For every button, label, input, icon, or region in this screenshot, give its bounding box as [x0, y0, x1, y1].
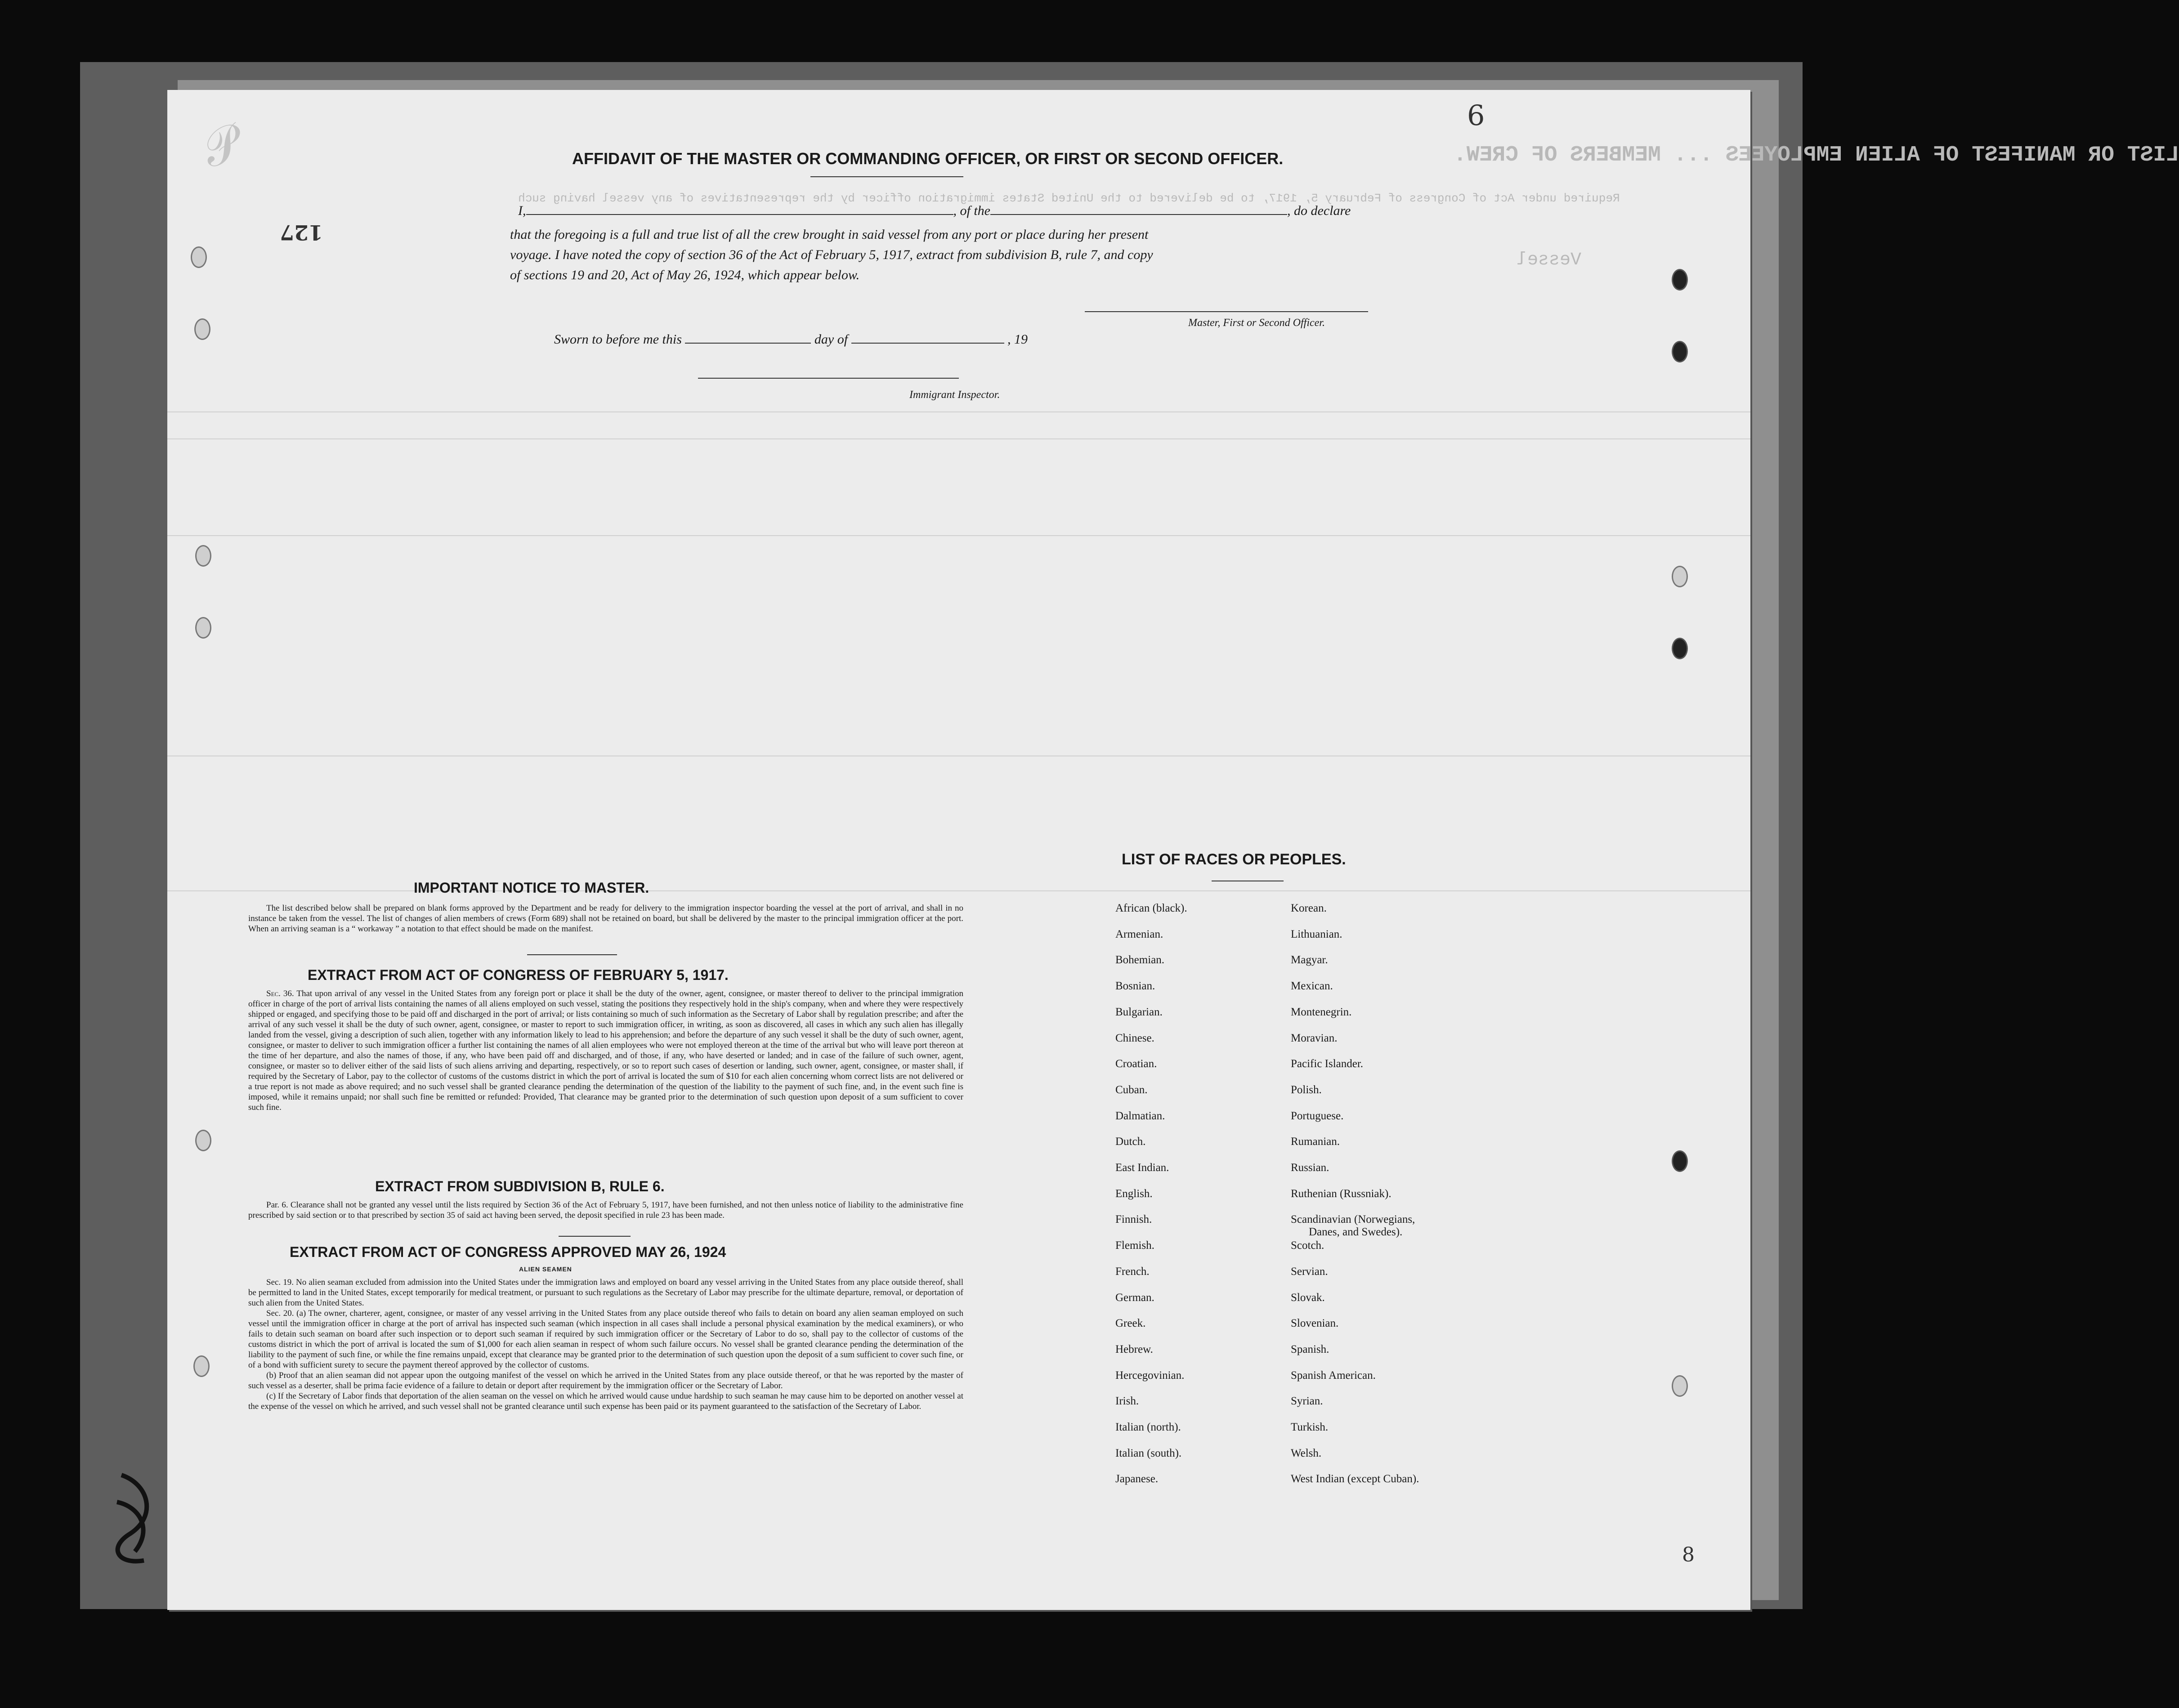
race-item: Montenegrin. [1291, 1006, 1352, 1018]
ghost-vessel-label: Vessel [1517, 250, 1582, 270]
extract-1924-subtitle: ALIEN SEAMEN [519, 1265, 572, 1273]
punch-hole [1672, 638, 1688, 659]
race-item: Scotch. [1291, 1239, 1324, 1252]
punch-hole [193, 1355, 210, 1377]
section-19: Sec. 19. No alien seaman excluded from admission into the United States under the immigration laws and employed on board any vessel arriving in the United States from any place outside thereof, shall be permitted to land in the United States, except temporarily for medical treatment, or pursuant to such regulations as the Secretary of Labor may prescribe for the ultimate departure, removal, or deportation of such alien from the United States. [248, 1278, 963, 1308]
master-signature-caption: Master, First or Second Officer. [1188, 317, 1325, 329]
punch-hole [1672, 1375, 1688, 1397]
sworn-day-field[interactable] [685, 332, 811, 344]
day-of-label: day of [814, 332, 848, 347]
section-20a: Sec. 20. (a) The owner, charterer, agent, consignee, or master of any vessel arriving in the United States from any place outside thereof who fails to detain on board any alien seaman employed on such vessel until the immigration officer in charge at the port of arrival has inspected such seaman (which inspection in all cases shall include a personal physical examination by the medical examiners), or who fails to detain such seaman on board after such inspection or to deport such seaman if required by such immigration officer or the Secretary of Labor to do so, shall pay to the collector of customs of the customs district in which the port of arrival is located the sum of $1,000 for each alien seaman in respect of whom such failure occurs. No vessel shall be granted clearance pending the determination of the liability to the payment of such fine, or while the fine remains unpaid, except that clearance may be granted prior to the determination of such question upon the deposit of a sum sufficient to cover such fine, or of a bond with sufficient surety to secure the payment thereof approved by the collector of customs. [248, 1309, 963, 1370]
race-item: Spanish. [1291, 1343, 1329, 1355]
race-item: Dalmatian. [1115, 1109, 1165, 1122]
race-item: Ruthenian (Russniak). [1291, 1187, 1392, 1200]
race-item: African (black). [1115, 902, 1187, 914]
ghost-rule [167, 890, 1750, 891]
affidavit-form-page [167, 90, 2179, 1610]
declaration-text-2: voyage. I have noted the copy of section 36 of the Act of February 5, 1917, extract from subdivision B, rule 7, and copy [510, 247, 1153, 262]
binding-string [103, 1466, 171, 1569]
declaration-text-3: of sections 19 and 20, Act of May 26, 1924, which appear below. [510, 268, 860, 282]
extract-1917-section: Sec. 36. [266, 989, 294, 998]
race-item: Slovenian. [1291, 1317, 1339, 1330]
inspector-signature-line[interactable] [698, 378, 959, 379]
section-rule [527, 954, 617, 955]
ghost-manifest-subtitle: Required under Act of Congress of February 5, 1917, to be delivered to the United States immigration officer by the representatives of any vessel having such [518, 192, 1620, 205]
punch-hole [1672, 566, 1688, 587]
extract-1924-title: EXTRACT FROM ACT OF CONGRESS APPROVED MAY 26, 1924 [290, 1244, 726, 1260]
race-item: West Indian (except Cuban). [1291, 1473, 1419, 1485]
punch-hole [195, 545, 211, 567]
vessel-name-field[interactable] [990, 203, 1287, 215]
punch-hole [1672, 269, 1688, 291]
race-item: Portuguese. [1291, 1109, 1344, 1122]
race-item: Chinese. [1115, 1032, 1154, 1044]
of-the-label: , of the [953, 203, 990, 218]
race-item: Italian (north). [1115, 1421, 1181, 1433]
race-item: Hercegovinian. [1115, 1369, 1185, 1382]
race-item: Korean. [1291, 902, 1327, 914]
punch-hole [1672, 1150, 1688, 1172]
section-20b: (b) Proof that an alien seaman did not appear upon the outgoing manifest of the vessel on which he arrived in the United States from any place outside thereof, or that he was reported by the master of such vessel as a deserter, shall be prima facie evidence of a failure to detain or deport after requirement by the immigration officer or the Secretary of Labor. [248, 1371, 963, 1391]
race-item: French. [1115, 1265, 1150, 1278]
race-item: Magyar. [1291, 954, 1328, 966]
master-signature-line[interactable] [1085, 311, 1368, 312]
race-item: Armenian. [1115, 928, 1163, 940]
extract-1917-text: That upon arrival of any vessel in the United States from any foreign port or place it shall be the duty of the owner, agent, consignee, or master thereof to deliver to the principal immigration officer in charge of the port of arrival lists containing the names of all aliens employed on such vessel, stating the positions they respectively hold in the ship's company, when and where they were respectively shipped or engaged, and specifying those to be paid off and discharged in the port of arrival; or lists containing so much of such information as the Secretary of Labor shall by regulation prescribe; and after the arrival of any such vessel it shall be the duty of such owner, agent, consignee, or master to report to such immigration officer, in writing, as soon as discovered, all cases in which any such alien has illegally landed from the vessel, giving a description of such alien, together with any information likely to lead to his apprehension; and before the departure of any such vessel it shall be the duty of such owner, agent, consignee, or master to deliver to such immigration officer a further list containing the names of all alien employees who were not employed thereon at the time of the arrival but who will leave port thereon at the time of her departure, and also the names of those, if any, who have been paid off and discharged, and of those, if any, who have deserted or landed; and in case of the failure of such owner, agent, consignee, or master so to deliver either of the said lists of such aliens arriving and departing, respectively, or so to report such cases of desertion or landing, such owner, agent, consignee, or master shall, if required by the Secretary of Labor, pay to the collector of customs of the customs district in which the port of arrival is located the sum of $10 for each alien concerning whom correct lists are not delivered or a true report is not made as above required; and no such vessel shall be granted clearance pending the determination of the question of the liability to the payment of such fine, and, in the event such fine is imposed, while it remains unpaid; nor shall such fine be remitted or refunded: Provided, That clearance may be granted prior to the determination of such question upon deposit of a sum sufficient to cover such fine. [248, 989, 963, 1112]
rule-6-body: Par. 6. Clearance shall not be granted any vessel until the lists required by Section 36 of the Act of February 5, 1917, have been furnished, and not then unless notice of liability to the administrative fine prescribed by said section or to that prescribed by section 35 of said act having been served, the deposit specified in rule 23 has been made. [248, 1200, 963, 1220]
handwritten-number: 127 [280, 220, 323, 245]
race-item: Hebrew. [1115, 1343, 1153, 1355]
race-item: Japanese. [1115, 1473, 1159, 1485]
sworn-label: Sworn to before me this [554, 332, 682, 347]
notice-title: IMPORTANT NOTICE TO MASTER. [414, 880, 649, 896]
race-item: Syrian. [1291, 1395, 1323, 1408]
race-item: Scandinavian (Norwegians, [1291, 1213, 1415, 1226]
affidavit-title: AFFIDAVIT OF THE MASTER OR COMMANDING OFFICER, OR FIRST OR SECOND OFFICER. [572, 149, 1284, 168]
race-item: Cuban. [1115, 1083, 1148, 1096]
inspector-signature-caption: Immigrant Inspector. [909, 389, 1000, 401]
sworn-month-field[interactable] [851, 332, 1004, 344]
race-item: Russian. [1291, 1162, 1329, 1174]
sworn-line [554, 332, 1028, 347]
race-item: Turkish. [1291, 1421, 1329, 1433]
declaration-line [518, 203, 1351, 219]
do-declare-label: , do declare [1287, 203, 1351, 218]
race-item: Welsh. [1291, 1447, 1322, 1459]
race-item: Bosnian. [1115, 980, 1155, 993]
race-item: Lithuanian. [1291, 928, 1342, 940]
race-item: Bulgarian. [1115, 1006, 1163, 1018]
race-item: East Indian. [1115, 1162, 1169, 1174]
extract-1924-body [248, 1277, 963, 1412]
ghost-rule [167, 411, 1750, 412]
race-item: Pacific Islander. [1291, 1058, 1364, 1070]
punch-hole [194, 318, 210, 340]
handwritten-page-number-bottom: 8 [1682, 1543, 1695, 1566]
year-label: , 19 [1007, 332, 1028, 347]
race-item: Danes, and Swedes). [1309, 1226, 1403, 1239]
section-rule [559, 1236, 631, 1237]
race-item: Flemish. [1115, 1239, 1154, 1252]
rule-6-title: EXTRACT FROM SUBDIVISION B, RULE 6. [375, 1178, 665, 1194]
race-item: Spanish American. [1291, 1369, 1376, 1382]
race-item: Irish. [1115, 1395, 1139, 1408]
ghost-rule [167, 438, 1750, 439]
race-item: Servian. [1291, 1265, 1328, 1278]
race-item: Italian (south). [1115, 1447, 1182, 1459]
race-item: Bohemian. [1115, 954, 1165, 966]
race-item: German. [1115, 1291, 1154, 1304]
race-item: Greek. [1115, 1317, 1146, 1330]
race-item: Finnish. [1115, 1213, 1152, 1226]
extract-1917-title: EXTRACT FROM ACT OF CONGRESS OF FEBRUARY 5, 1917. [308, 967, 729, 983]
extract-1917-body [248, 988, 963, 1113]
master-name-field[interactable] [526, 203, 953, 215]
punch-hole [195, 617, 211, 639]
declaration-text-1: that the foregoing is a full and true list of all the crew brought in said vessel from any port or place during her present [510, 227, 1149, 242]
race-item: Rumanian. [1291, 1136, 1340, 1148]
race-item: Dutch. [1115, 1136, 1146, 1148]
handwritten-page-number: 6 [1467, 99, 1485, 132]
race-item: Slovak. [1291, 1291, 1325, 1304]
ghost-rule [167, 535, 1750, 536]
punch-hole [1672, 341, 1688, 362]
race-item: Mexican. [1291, 980, 1333, 993]
section-20c: (c) If the Secretary of Labor finds that deportation of the alien seaman on the vessel on which he arrived would cause undue hardship to such seaman he may cause him to be deported on another vessel at the expense of the vessel on which he arrived, and such vessel shall not be granted clearance until such expense has been paid or its payment guaranteed to the satisfaction of the Secretary of Labor. [248, 1391, 963, 1411]
ghost-manifest-title: LIST OR MANIFEST OF ALIEN EMPLOYEES ... MEMBERS OF CREW. [1454, 143, 2179, 167]
faint-handwritten-mark: 𝒫 [194, 112, 248, 179]
races-title: LIST OF RACES OR PEOPLES. [1122, 851, 1346, 868]
race-item: English. [1115, 1187, 1153, 1200]
race-item: Polish. [1291, 1083, 1322, 1096]
race-item: Croatian. [1115, 1058, 1157, 1070]
i-label: I, [518, 203, 526, 218]
punch-hole [191, 246, 207, 268]
title-rule [810, 176, 963, 177]
race-item: Moravian. [1291, 1032, 1338, 1044]
notice-body: The list described below shall be prepared on blank forms approved by the Department and be ready for delivery to the immigration inspector boarding the vessel at the port of arrival, and shall in no instance be taken from the vessel. The list of changes of alien members of crews (Form 689) shall not be retained on board, but shall be delivered by the master to the principal immigration officer at the port. When an arriving seaman is a “ workaway ” a notation to that effect should be made on the manifest. [248, 903, 963, 934]
punch-hole [195, 1130, 211, 1151]
